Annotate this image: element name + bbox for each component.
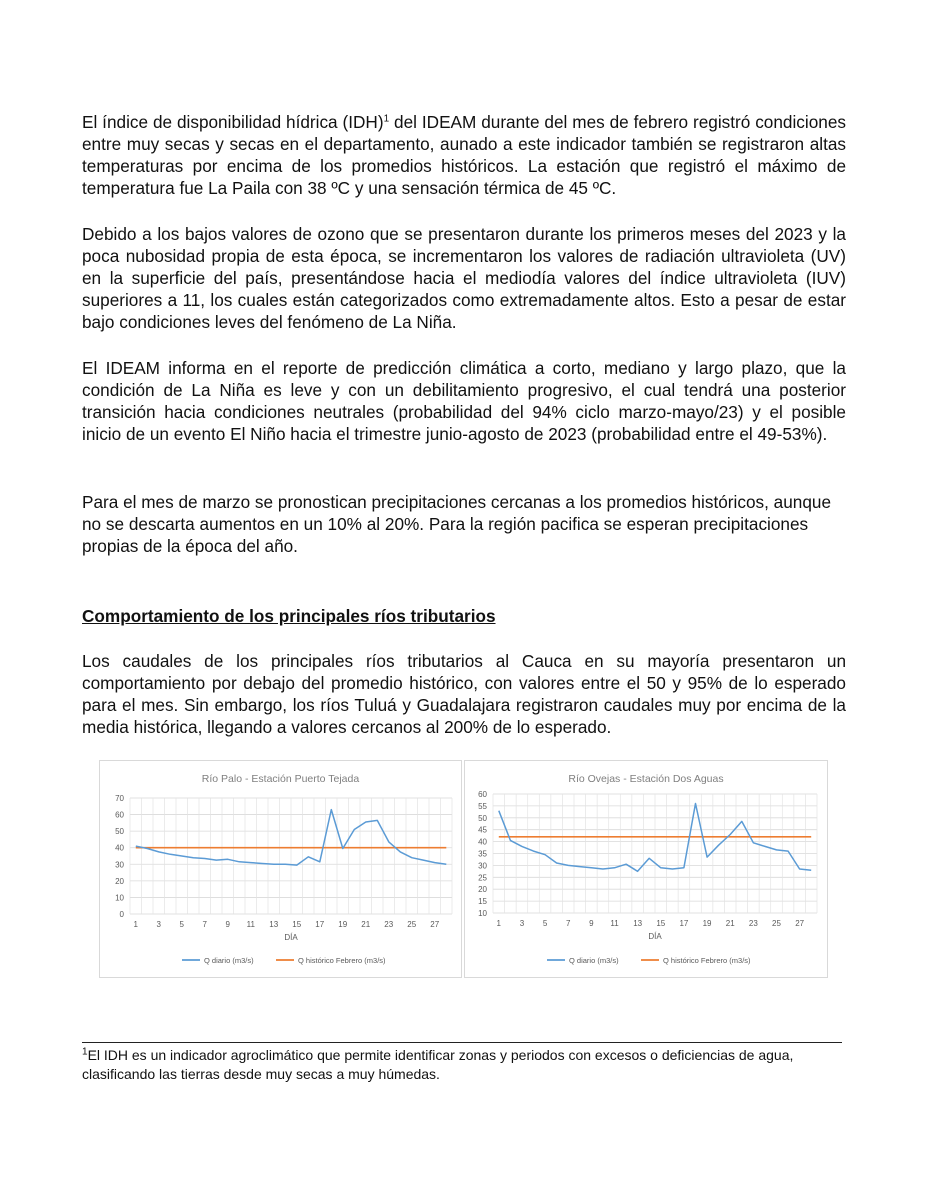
y-tick-label: 20 (478, 885, 487, 895)
x-tick-label: 5 (542, 919, 548, 928)
x-tick-label: 23 (748, 919, 758, 928)
paragraph-idh-start: El índice de disponibilidad hídrica (IDH) (82, 112, 384, 132)
x-tick-label: 1 (133, 920, 138, 929)
y-tick-label: 45 (478, 825, 487, 835)
y-tick-label: 20 (115, 876, 124, 886)
x-tick-label: 3 (156, 920, 161, 929)
x-tick-label: 7 (202, 920, 207, 929)
y-tick-label: 60 (478, 790, 487, 799)
x-tick-label: 9 (225, 920, 230, 929)
section-heading: Comportamiento de los principales ríos tributarios (82, 606, 496, 626)
x-tick-label: 15 (656, 919, 666, 928)
chart-rio-palo (99, 760, 462, 978)
y-tick-label: 0 (119, 910, 124, 919)
y-tick-label: 30 (478, 861, 487, 871)
x-tick-label: 1 (496, 919, 502, 928)
chart-rio-ovejas-svg (465, 761, 827, 977)
legend-entry: Q histórico Febrero (m3/s) (663, 956, 751, 965)
x-axis-label: DÍA (284, 933, 298, 942)
x-tick-label: 23 (384, 920, 394, 929)
x-tick-label: 21 (361, 920, 371, 929)
y-tick-label: 10 (478, 909, 487, 918)
x-tick-label: 15 (292, 920, 302, 929)
x-tick-label: 13 (269, 920, 279, 929)
x-tick-label: 19 (702, 919, 712, 928)
footnote-ref[interactable]: 1 (383, 113, 390, 125)
legend-entry: Q diario (m3/s) (569, 956, 619, 965)
footnote-divider (82, 1042, 842, 1043)
y-tick-label: 30 (115, 860, 124, 870)
x-tick-label: 27 (430, 920, 440, 929)
x-tick-label: 17 (315, 920, 325, 929)
x-tick-label: 17 (679, 919, 689, 928)
footnote-number: 1 (82, 1046, 88, 1058)
x-axis-label: DÍA (648, 932, 662, 941)
x-tick-label: 9 (589, 919, 594, 928)
paragraph-ozone: Debido a los bajos valores de ozono que se presentaron durante los primeros meses del 2023 y la poca nubosidad propia de esta época, se incrementaron los valores de radiación ultravioleta (UV) en la superficie del país, presentándose hacia el mediodía valores del índice ultravioleta (IUV) superiores a 11, los cuales están categorizados como extremadamente altos. Esto a pesar de estar bajo condiciones leves del fenómeno de La Niña. (82, 224, 846, 332)
x-tick-label: 25 (772, 919, 781, 928)
y-tick-label: 35 (478, 849, 487, 859)
chart-rio-ovejas (464, 760, 828, 978)
chart-title: Río Palo - Estación Puerto Tejada (201, 773, 360, 785)
y-tick-label: 40 (115, 843, 124, 853)
y-tick-label: 70 (115, 794, 124, 803)
chart-title: Río Ovejas - Estación Dos Aguas (568, 773, 724, 785)
x-tick-label: 5 (179, 920, 184, 929)
legend-entry: Q diario (m3/s) (204, 956, 254, 965)
y-tick-label: 10 (115, 893, 124, 903)
y-tick-label: 25 (478, 873, 487, 883)
y-tick-label: 15 (478, 897, 487, 907)
footnote-text: El IDH es un indicador agroclimático que permite identificar zonas y periodos con excesos o deficiencias de agua, clasificando las tierras desde muy secas a muy húmedas. (82, 1047, 794, 1082)
footnote (82, 1046, 852, 1084)
x-tick-label: 11 (610, 919, 619, 928)
legend-entry: Q histórico Febrero (m3/s) (298, 956, 386, 965)
x-tick-label: 11 (246, 920, 255, 929)
paragraph-idh (82, 111, 846, 199)
paragraph-idh-rest: del IDEAM durante del mes de febrero registró condiciones entre muy secas y secas en el departamento, aunado a este indicador también se registraron altas temperaturas por encima de los promedios históricos. La estación que registró el máximo de temperatura fue La Paila con 38 ºC y una sensación térmica de 45 ºC. (82, 112, 846, 198)
x-tick-label: 21 (725, 919, 735, 928)
x-tick-label: 27 (795, 919, 805, 928)
paragraph-la-nina: El IDEAM informa en el reporte de predicción climática a corto, mediano y largo plazo, que la condición de La Niña es leve y con un debilitamiento progresivo, el cual tendrá una posterior transición hacia condiciones neutrales (probabilidad del 94% ciclo marzo-mayo/23) y el posible inicio de un evento El Niño hacia el trimestre junio-agosto de 2023 (probabilidad entre el 49-53%). (82, 358, 846, 444)
y-tick-label: 50 (115, 827, 124, 837)
x-tick-label: 7 (565, 919, 571, 928)
x-tick-label: 25 (407, 920, 417, 929)
x-tick-label: 13 (633, 919, 643, 928)
y-tick-label: 60 (115, 810, 124, 820)
y-tick-label: 50 (478, 813, 487, 823)
y-tick-label: 40 (478, 837, 487, 847)
chart-rio-palo-svg (100, 761, 461, 977)
paragraph-march-forecast: Para el mes de marzo se pronostican precipitaciones cercanas a los promedios históricos, aunque no se descarta aumentos en un 10% al 20%. Para la región pacifica se esperan precipitaciones propias de la época del año. (82, 492, 831, 556)
x-tick-label: 19 (338, 920, 348, 929)
y-tick-label: 55 (478, 801, 487, 811)
paragraph-rivers: Los caudales de los principales ríos tributarios al Cauca en su mayoría presentaron un comportamiento por debajo del promedio histórico, con valores entre el 50 y 95% de lo esperado para el mes. Sin embargo, los ríos Tuluá y Guadalajara registraron caudales muy por encima de la media histórica, llegando a valores cercanos al 200% de lo esperado. (82, 651, 846, 737)
x-tick-label: 3 (519, 919, 525, 928)
